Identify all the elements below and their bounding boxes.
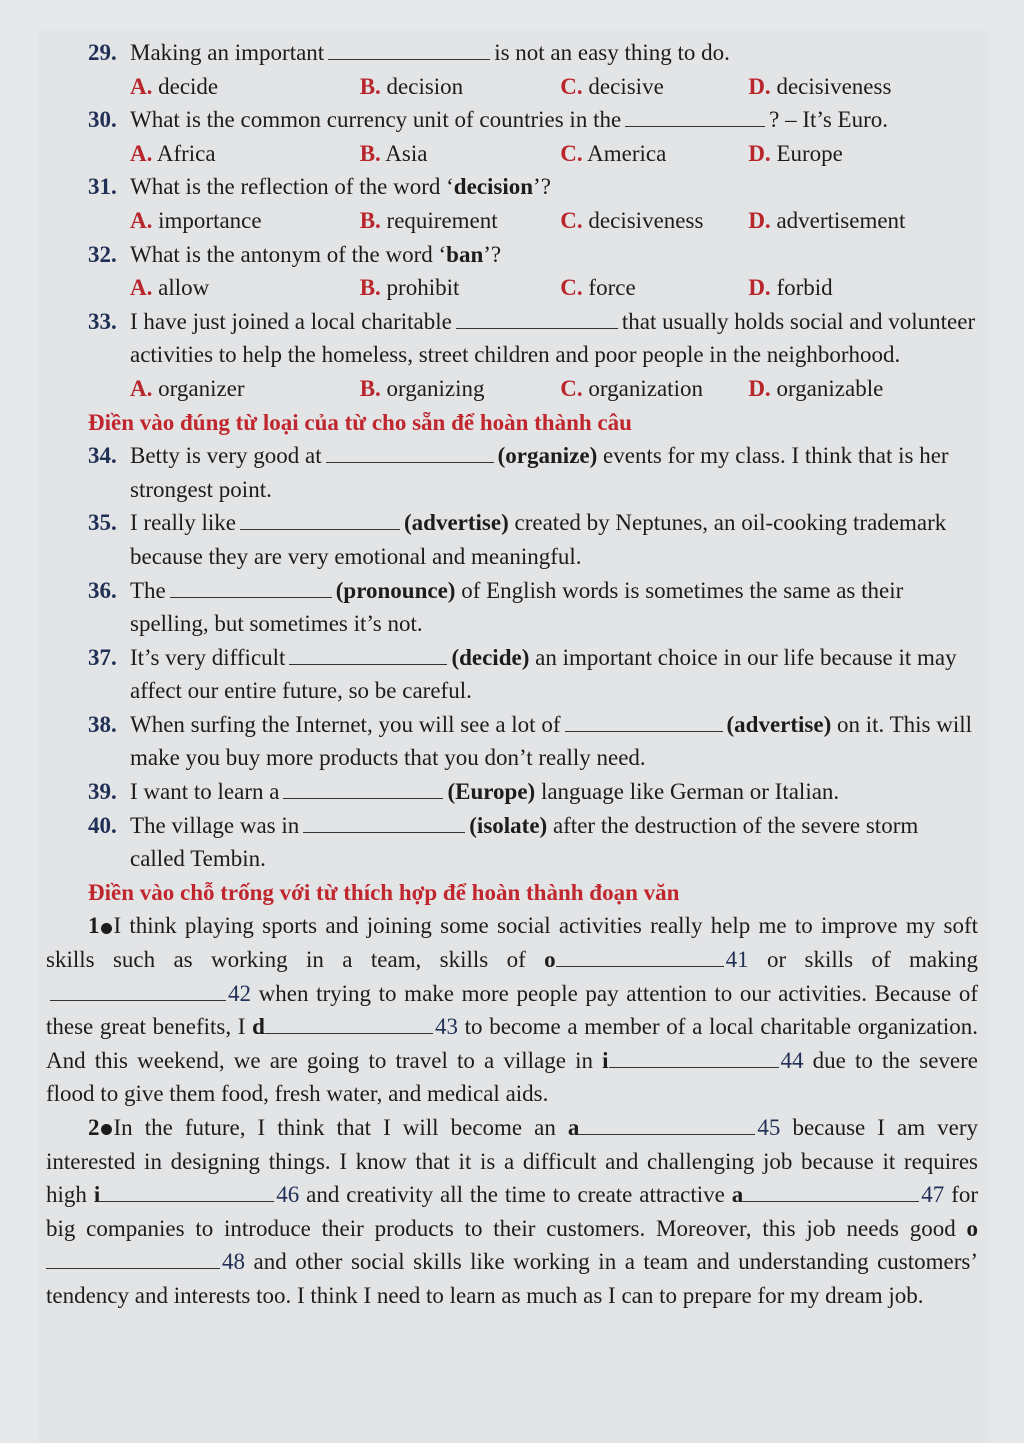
question-29: 29. Making an important is not an easy thing to do.: [88, 36, 978, 70]
option-b[interactable]: B. decision: [359, 73, 464, 99]
option-d[interactable]: D. organizable: [748, 375, 884, 401]
question-number: 39.: [88, 779, 117, 805]
question-33: 33. I have just joined a local charitable that usually holds social and volunteer activities to help the homeless, street children and poor people in the neighborhood.: [88, 305, 978, 372]
answer-blank[interactable]: [328, 58, 490, 60]
blank-46[interactable]: [100, 1200, 274, 1202]
answer-blank[interactable]: [565, 730, 723, 732]
worksheet: [46, 36, 979, 1313]
section-heading-word-form: Điền vào đúng từ loại của từ cho sẵn để hoàn thành câu: [88, 409, 632, 435]
option-b[interactable]: B. organizing: [359, 375, 485, 401]
answer-blank[interactable]: [283, 797, 443, 799]
option-c[interactable]: C. decisiveness: [560, 207, 704, 233]
option-c[interactable]: C. decisive: [560, 73, 664, 99]
question-35: 35. I really like (advertise) created by Neptunes, an oil-cooking trademark because they are very emotional and meaningful.: [88, 506, 978, 573]
question-39: 39. I want to learn a (Europe) language like German or Italian.: [88, 775, 978, 809]
option-a[interactable]: A. allow: [130, 275, 210, 301]
question-number: 36.: [88, 577, 117, 603]
option-a[interactable]: A. decide: [130, 73, 219, 99]
blank-45[interactable]: [579, 1133, 755, 1135]
question-36: 36. The (pronounce) of English words is sometimes the same as their spelling, but sometimes it’s not.: [88, 574, 978, 641]
section-heading-passage: Điền vào chỗ trống với từ thích hợp để hoàn thành đoạn văn: [88, 879, 680, 905]
question-31: 31. What is the reflection of the word ‘decision’?: [88, 170, 978, 204]
bullet-dot-icon: [101, 923, 112, 934]
answer-blank[interactable]: [456, 327, 618, 329]
option-b[interactable]: B. prohibit: [359, 275, 460, 301]
option-a[interactable]: A. Africa: [130, 140, 216, 166]
option-d[interactable]: D. decisiveness: [748, 73, 892, 99]
blank-48[interactable]: [46, 1267, 220, 1269]
answer-blank[interactable]: [326, 461, 494, 463]
answer-blank[interactable]: [240, 528, 400, 530]
options-32: [88, 271, 978, 305]
question-30: 30. What is the common currency unit of countries in the ? – It’s Euro.: [88, 103, 978, 137]
options-30: [88, 137, 978, 171]
options-29: [88, 70, 978, 104]
blank-44[interactable]: [609, 1066, 779, 1068]
bullet-dot-icon: [101, 1124, 112, 1135]
question-number: 40.: [88, 812, 117, 838]
option-c[interactable]: C. force: [560, 275, 636, 301]
question-38: 38. When surfing the Internet, you will see a lot of (advertise) on it. This will make you buy more products that you don’t really need.: [88, 708, 978, 775]
question-number: 29.: [88, 40, 117, 65]
answer-blank[interactable]: [289, 663, 447, 665]
options-33: [88, 372, 978, 406]
passage-paragraph-2: 2 In the future, I think that I will become an a 45 because I am very interested in designing things. I know that it is a difficult and challenging job because it requires high i 46 and creativity all the time to create attractive a 47 for big companies to introduce their products to their customers. Moreover, this job needs good o48 and other social skills like working in a team and understanding customers’ tendency and interests too. I think I need to learn as much as I can to prepare for my dream job.: [46, 1115, 979, 1308]
question-40: 40. The village was in (isolate) after the destruction of the severe storm called Tembin.: [88, 809, 978, 876]
option-d[interactable]: D. Europe: [748, 140, 843, 166]
option-a[interactable]: A. organizer: [130, 375, 245, 401]
options-31: [88, 204, 978, 238]
question-number: 32.: [88, 241, 117, 267]
question-32: 32. What is the antonym of the word ‘ban’?: [88, 238, 978, 272]
question-number: 34.: [88, 443, 117, 469]
question-37: 37. It’s very difficult (decide) an important choice in our life because it may affect our entire future, so be careful.: [88, 641, 978, 708]
option-b[interactable]: B. requirement: [359, 207, 498, 233]
option-d[interactable]: D. forbid: [748, 275, 833, 301]
question-34: 34. Betty is very good at (organize) events for my class. I think that is her strongest point.: [88, 439, 978, 506]
option-c[interactable]: C. organization: [560, 375, 703, 401]
blank-42[interactable]: [50, 999, 226, 1001]
option-a[interactable]: A. importance: [130, 207, 262, 233]
question-number: 37.: [88, 644, 117, 670]
option-b[interactable]: B. Asia: [359, 140, 428, 166]
blank-47[interactable]: [743, 1200, 919, 1202]
answer-blank[interactable]: [170, 596, 332, 598]
option-c[interactable]: C. America: [560, 140, 667, 166]
question-number: 35.: [88, 510, 117, 536]
question-number: 31.: [88, 174, 117, 200]
option-d[interactable]: D. advertisement: [748, 207, 906, 233]
answer-blank[interactable]: [303, 831, 465, 833]
blank-41[interactable]: [556, 965, 724, 967]
answer-blank[interactable]: [625, 125, 765, 127]
question-number: 30.: [88, 107, 117, 133]
question-number: 33.: [88, 308, 117, 334]
blank-43[interactable]: [265, 1032, 433, 1034]
passage-paragraph-1: 1 I think playing sports and joining some social activities really help me to improve my soft skills such as working in a team, skills of o 41 or skills of making 42 when trying to make more people pay attention to our activities. Because of these great benefits, I d 43 to become a member of a local charitable organization. And this weekend, we are going to travel to a village in i 44 due to the severe flood to give them food, fresh water, and medical aids.: [46, 913, 979, 1107]
question-number: 38.: [88, 711, 117, 737]
